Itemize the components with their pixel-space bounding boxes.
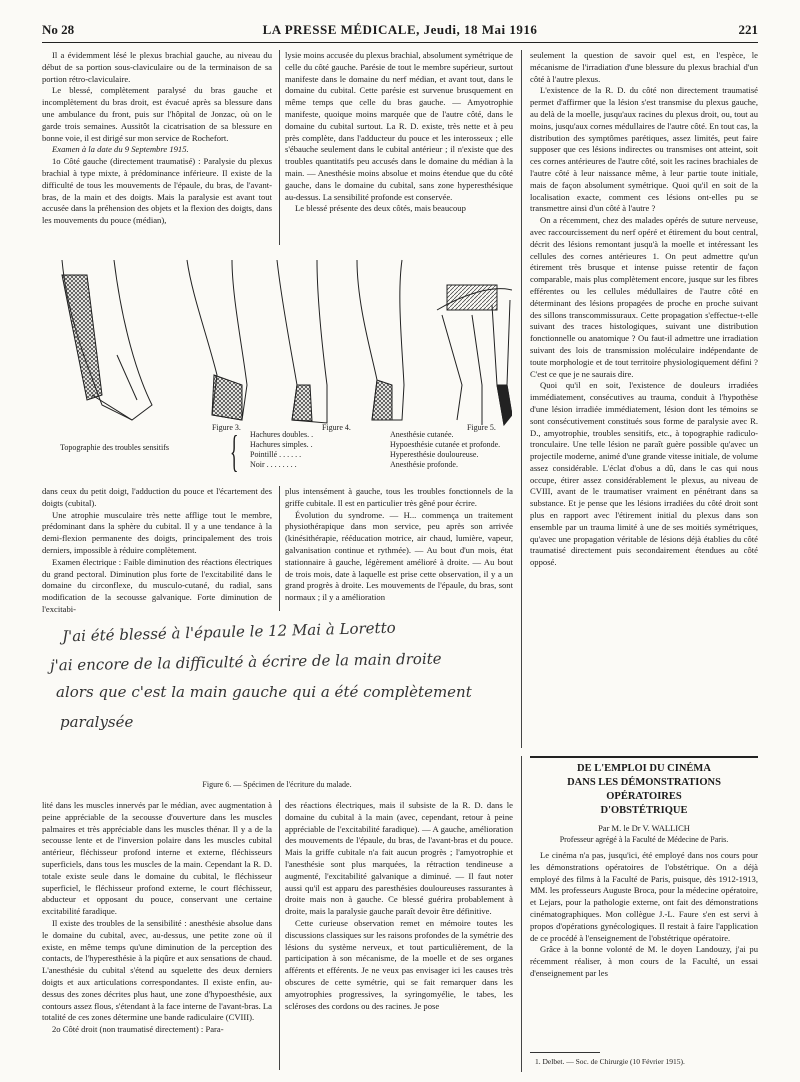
paragraph: Le blessé présente des deux côtés, mais beaucoup	[295, 203, 466, 214]
journal-title: LA PRESSE MÉDICALE, Jeudi, 18 Mai 1916	[262, 22, 538, 37]
figure-3-drawing	[187, 260, 247, 420]
paragraph: lité dans les muscles innervés par le médian, avec augmentation à peine appréciable de la secousse d'ouverture dans les muscles palmaires et très appréciable dans les muscles thénar. Il y a de la secousse lente et de l'inversion polaire dans les muscles cubital antérieur, fléchisseur profond interne et externe, fléchisseurs superficiels, dans tous les muscles de la main. Cependant la R. D. totale existe seule dans le domaine du cubital, le fléchisseur superficiel, le fléchisseur profond externe, le court fléchisseur, abducteur et opposant du pouce, conservant une certaine excitabilité faradique.	[42, 800, 272, 917]
article-title-line: D'OBSTÉTRIQUE	[600, 805, 688, 816]
figure-5-caption: Figure 5.	[467, 423, 496, 432]
paragraph: seulement la question de savoir quel est, en l'espèce, le mécanisme de l'irradiation d'une blessure du plexus brachial d'un côté à l'autre plexus.	[530, 50, 758, 84]
handwriting-line: j'ai encore de la difficulté à écrire de la main droite	[49, 649, 442, 675]
paragraph: dans ceux du petit doigt, l'adduction du pouce et l'écartement des doigts (cubital).	[42, 486, 272, 508]
paragraph: Il a évidemment lésé le plexus brachial gauche, au niveau du début de sa portion sous-claviculaire ou de la terminaison de sa portion rétro-claviculaire.	[42, 50, 272, 84]
legend-row: Pointillé . . . . . . Hyperesthésie douloureuse.	[250, 450, 479, 459]
handwriting-line: alors que c'est la main gauche qui a été complètement	[56, 683, 472, 701]
figure-5-drawing	[437, 285, 512, 425]
column-divider	[279, 486, 280, 611]
article-title-line: DE L'EMPLOI DU CINÉMA	[577, 763, 711, 774]
column-divider	[521, 50, 522, 748]
column-1-bottom	[42, 800, 272, 1036]
paragraph: Grâce à la bonne volonté de M. le doyen Landouzy, j'ai pu récemment réaliser, à mon cours de la Faculté, un essai d'enseignement par les	[530, 944, 758, 978]
handwriting-line: J'ai été blessé à l'épaule le 12 Mai à Loretto	[61, 618, 396, 646]
column-2-mid	[285, 486, 513, 604]
article-rule	[530, 756, 758, 758]
legend-brace: {	[230, 427, 239, 476]
legend-rows	[250, 430, 500, 470]
column-2-bottom	[285, 800, 513, 1012]
handwriting-specimen	[49, 618, 510, 743]
paragraph: Quoi qu'il en soit, l'existence de douleurs irradiées immédiatement, consécutives au trauma, conduit à l'hypothèse d'une lésion irradiée immédiatement, lésion dont les témoins se sont consécutivement constitués sous forme de paralysie avec R. D., amyotrophie, troubles sensitifs, etc., à topographie radiculo-tronculaire. Une telle lésion ne paraît guère possible qu'avec un projectile moderne, animé d'une grande vitesse initiale, de volume assez considérable. L'éclat d'obus a dû, dans le cas qui nous occupe, étirer assez considérablement le plexus, au niveau de CVIII, avant de le traumatiser vraiment en pénétrant dans sa substance. Et je pense que les lésions irradiées du côté droit sont plus en rapport avec l'étirement initial du plexus dans son ensemble par un trauma limité à une de ses moitiés symétriques, qu'avec une propagation véritable de lésions déjà établies du côté traumatisé directement puis secondairement étendues au côté opposé.	[530, 380, 758, 568]
arm-drawings	[42, 255, 512, 430]
issue-number: No 28	[42, 22, 75, 37]
paragraph: L'existence de la R. D. du côté non directement traumatisé permet d'affirmer que la lésion s'est transmise du plexus gauche, au delà de la moelle, jusqu'aux racines du plexus droit, ou, tout au moins, jusqu'aux cornes médullaires de l'autre côté. En tout cas, la distribution des symptômes parétiques, assez limités, peut faire supposer que ces lésions indirectes ou transmises ont atteint, soit ces cornes antérieures de l'autre côté, soit les racines brachiales de l'autre côté à leur naissance même, à leur partie toute initiale, mais de façon absolument symétrique. Quoi qu'il en soit de la localisation exacte, comment ces lésions ont-elles pu se transmettre ainsi d'un côté à l'autre ?	[530, 85, 758, 214]
paragraph: 2o Côté droit (non traumatisé directement) : Para-	[52, 1024, 224, 1035]
legend-row: Hachures doubles. . Anesthésie cutanée.	[250, 430, 454, 439]
figure-3-drawing	[62, 260, 152, 420]
paragraph: Examen électrique : Faible diminution des réactions électriques du grand pectoral. Diminution plus forte de l'excitabilité dans le domaine du circonflexe, du musculo-cutané, du radial, sans modification de la secousse galvanique. Forte diminution de l'excitabi-	[42, 556, 272, 614]
figure-4-caption: Figure 4.	[322, 423, 351, 432]
paragraph: On a récemment, chez des malades opérés de suture nerveuse, avec raccourcissement du nerf opéré et étirement du bout central, décrit des lésions remontant jusqu'à la moelle et intéressant les cellules des cornes antérieures 1. On peut admettre qu'un étirement très brusque et intense puisse retentir de façon comparable, mais plus complètement encore, jusque sur les fibres efférentes ou les cellules médullaires de l'autre côté en déterminant des lésions propagées de proche en proche suivant des sillons transcommissuraux. Cette propagation s'effectue-t-elle suivant des traces histologiques, suivant une distribution fonctionnelle ou anatomique ? Ou faut-il admettre une irradiation suivant des lois de transmission moléculaire indépendante de toute morphologie et de tout territoire physiologiquement défini ? C'est ce que je ne saurais dire.	[530, 215, 758, 379]
article-affiliation: Professeur agrégé à la Faculté de Médecine de Paris.	[559, 835, 729, 844]
paragraph: Évolution du syndrome. — H... commença un traitement physiothérapique dans mon service, peu après son arrivée (kinésithérapie, rééducation motrice, air chaud, lumière, vapeur, galvanisation continue et rythmée). — Au bout d'un mois, état stationnaire à gauche, légèrement amélioré à droite. — Au bout de trois mois, date à laquelle est prise cette observation, il y a un grand progrès à droite. Les mouvements de l'épaule, du bras, sont normaux ; il y a amélioration	[285, 509, 513, 603]
column-1-mid	[42, 486, 272, 616]
article-byline: Par M. le Dr V. WALLICH	[598, 823, 690, 833]
paragraph: Le blessé, complètement paralysé du bras gauche et incomplètement du bras droit, est évacué après sa blessure dans une ambulance du front, puis sur l'hôpital de Jonzac, où on le garde trois semaines. Aussitôt la cicatrisation de sa blessure en bonne voie, il est dirigé sur mon service de Rochefort.	[42, 85, 272, 143]
figure-6-caption: Figure 6. — Spécimen de l'écriture du malade.	[202, 780, 352, 789]
legend-title: Topographie des troubles sensitifs	[60, 443, 169, 452]
article-heading	[530, 762, 758, 844]
page-number: 221	[738, 22, 758, 37]
paragraph: lysie moins accusée du plexus brachial, absolument symétrique de celle du côté gauche. Parésie de tout le membre supérieur, surtout manifeste dans le domaine du nerf médian, et avant tout, dans le domaine du cubital. Cette parésie est survenue brusquement en même temps que celle du bras gauche. — Amyotrophie manifeste, quoique moins marquée que de l'autre côté, dans le domaine du cubital surtout. La R. D. existe, très nette et à peu près complète, dans l'adducteur du pouce et les interosseux ; elle s'ébauche seulement dans le cubital antérieur ; il n'existe que des troubles quantitatifs peu accusés dans le domaine du médian à la main. — Anesthésie moins absolue et moins étendue que du côté gauche, dans le domaine du cubital, sans zone hyperesthésique au-dessus. La sensibilité profonde est conservée.	[285, 50, 513, 202]
paragraph: Le cinéma n'a pas, jusqu'ici, été employé dans nos cours pour les démonstrations opératoires de l'obstétrique. On a déjà employé des films à la Faculté de Paris, puisque, dès 1912-1913, MM. les professeurs Auguste Broca, pour la médecine opératoire, et Lejars, pour la pathologie externe, ont fait des démonstrations cinématographiques. Mon collègue J.-L. Faure s'en est servi à propos d'opérations gynécologiques. Il restait à faire l'application de ce procédé à l'enseignement de l'obstétrique opératoire.	[530, 850, 758, 943]
paragraph: Cette curieuse observation remet en mémoire toutes les discussions classiques sur les raisons profondes de la symétrie des lésions du système nerveux, et tout particulièrement, de la participation à son mécanisme, de la moelle et de ses organes afférents et efférents. Je ne veux pas envisager ici les causes très obscures de cette symétrie, qui se fait remarquer dans les amyotrophies progressives, la syringomyélie, le tabes, les scléroses des cordons ou des racines. Je pose	[285, 917, 513, 1011]
figure-4-drawing	[277, 260, 404, 423]
paragraph: Une atrophie musculaire très nette afflige tout le membre, prédominant dans la sphère du cubital. Il y a une tendance à la demi-flexion permanente des doigts, principalement des trois derniers, impossible à réduire complètement.	[42, 509, 272, 555]
column-1-top	[42, 50, 272, 227]
column-divider	[279, 800, 280, 1070]
article-title-line: DANS LES DÉMONSTRATIONS OPÉRATOIRES	[567, 777, 721, 802]
paragraph: Examen à la date du 9 Septembre 1915.	[52, 144, 189, 155]
column-divider	[279, 50, 280, 245]
footnote: 1. Delbet. — Soc. de Chirurgie (10 Février 1915).	[535, 1057, 685, 1066]
legend-row: Noir . . . . . . . . Anesthésie profonde.	[250, 460, 458, 469]
column-divider	[521, 756, 522, 1072]
column-3	[530, 50, 758, 569]
paragraph: 1o Côté gauche (directement traumatisé) : Paralysie du plexus brachial à type mixte, à prédominance inférieure. Il existe de la difficulté de tous les mouvements de l'épaule, du bras, de l'avant-bras, de la main et des doigts. Mais la paralysie est avant tout accusée dans la préhension des objets et la flexion des doigts, dans les mouvements du pouce (médian),	[42, 156, 272, 226]
handwriting-line: paralysée	[60, 713, 134, 731]
paragraph: plus intensément à gauche, tous les troubles fonctionnels de la griffe cubitale. Il est en particulier très gêné pour écrire.	[285, 486, 513, 508]
article-body	[530, 850, 758, 980]
paragraph: Il existe des troubles de la sensibilité : anesthésie absolue dans le domaine du cubital, avec, au-dessus, une petite zone où il existe, en même temps qu'une diminution de la perception des contacts, de l'hyperesthésie à la piqûre et aux sensations de chaud. L'anesthésie du cubital s'étend au squelette des deux derniers doigts et aux articulations correspondantes. Il existe enfin, au-dessus des zones décrites plus haut, une zone d'hypoesthésie, aux contours assez flous, s'étendant à la face interne de l'avant-bras. La totalité de ces zones détermine une bande radiculaire (CVIII).	[42, 917, 272, 1023]
column-2-top	[285, 50, 513, 215]
figure-3-caption: Figure 3.	[212, 423, 241, 432]
header-rule	[42, 42, 758, 43]
legend-row: Hachures simples. . Hypoesthésie cutanée et profonde.	[250, 440, 501, 449]
page-header	[42, 22, 758, 42]
footnote-rule	[530, 1052, 600, 1053]
paragraph: des réactions électriques, mais il subsiste de la R. D. dans le domaine du cubital à la main (avec, cependant, retour à peine appréciable de l'excitabilité faradique). — A gauche, amélioration des mouvements de l'épaule, du bras, de l'avant-bras et du pouce. Mais la griffe cubitale n'a fait aucun progrès ; l'amyotrophie et l'anesthésie sont plus marquées, la rétraction tendineuse a augmenté, l'excitabilité galvanique a diminué. — Il faut noter aussi qu'il est apparu des paresthésies douloureuses rassurantes à droite mais non à gauche. Ce blessé guérira probablement à droite, mais la paralysie gauche paraît devoir être définitive.	[285, 800, 513, 917]
